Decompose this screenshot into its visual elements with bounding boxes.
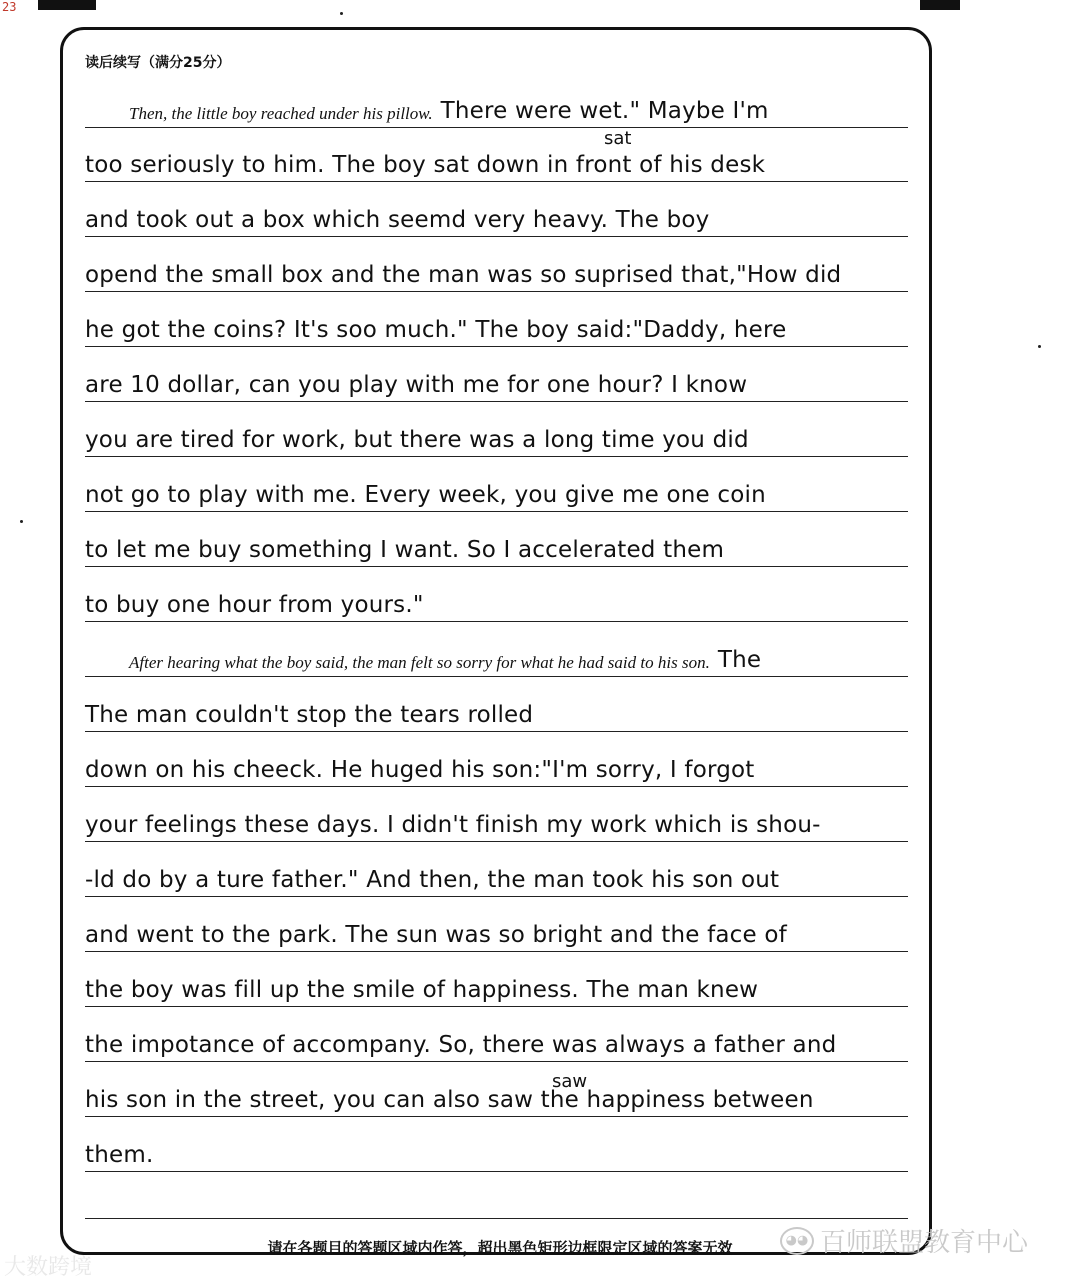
correction-saw: saw <box>552 1071 588 1092</box>
para2-line-2 <box>85 688 908 732</box>
handwritten-text: your feelings these days. I didn't finish my work which is shou- <box>85 812 821 838</box>
handwritten-text: his son in the street, you can also saw the happiness between <box>85 1087 814 1113</box>
handwritten-text: and took out a box which seemd very heavy. The boy <box>85 207 710 233</box>
handwritten-text: to let me buy something I want. So I accelerated them <box>85 537 725 563</box>
scan-speck <box>1038 345 1041 348</box>
handwritten-text: are 10 dollar, can you play with me for one hour? I know <box>85 372 748 398</box>
handwritten-text: them. <box>85 1142 154 1168</box>
para2-line-8 <box>85 1018 908 1062</box>
handwritten-text: the impotance of accompany. So, there was always a father and <box>85 1032 837 1058</box>
handwritten-text: opend the small box and the man was so suprised that,"How did <box>85 262 842 288</box>
para1-prompt: Then, the little boy reached under his pillow. <box>129 104 433 123</box>
para2-line-3 <box>85 743 908 787</box>
para1-line-6 <box>85 358 908 402</box>
handwritten-text: to buy one hour from yours." <box>85 592 424 618</box>
para1-line-4 <box>85 248 908 292</box>
watermark-left: 大数跨境 <box>4 1255 93 1280</box>
para2-prompt: After hearing what the boy said, the man felt so sorry for what he had said to his son. <box>129 653 710 672</box>
scan-speck <box>20 520 23 523</box>
correction-sat: sat <box>604 128 632 149</box>
handwritten-text: There were wet." Maybe I'm <box>440 98 769 124</box>
para1-line-3 <box>85 193 908 237</box>
wechat-logo-icon: ◕◕ <box>780 1227 814 1255</box>
page-number: 23 <box>2 0 17 14</box>
registration-mark-right <box>920 0 960 10</box>
handwritten-text: and went to the park. The sun was so bright and the face of <box>85 922 787 948</box>
para2-line-6 <box>85 908 908 952</box>
scan-speck <box>340 12 343 15</box>
para1-line-8 <box>85 468 908 512</box>
para1-line-7 <box>85 413 908 457</box>
para1-line-2 <box>85 138 908 182</box>
footer-instruction: 请在各题目的答题区域内作答，超出黑色矩形边框限定区域的答案无效 <box>267 1239 733 1257</box>
handwritten-text: not go to play with me. Every week, you give me one coin <box>85 482 766 508</box>
handwritten-text: The <box>717 647 762 673</box>
handwritten-text: he got the coins? It's soo much." The boy said:"Daddy, here <box>85 317 787 343</box>
para2-line-1 <box>85 633 908 677</box>
para2-line-9 <box>85 1073 908 1117</box>
handwritten-text: down on his cheeck. He huged his son:"I'm sorry, I forgot <box>85 757 755 783</box>
handwritten-text: too seriously to him. The boy sat down in front of his desk <box>85 152 766 178</box>
para2-line-4 <box>85 798 908 842</box>
section-title: 读后续写（满分25分） <box>85 55 231 71</box>
watermark-right-text: 百师联盟教育中心 <box>820 1228 1029 1258</box>
watermark-right <box>780 1222 1028 1259</box>
handwritten-text: -ld do by a ture father." And then, the man took his son out <box>85 867 780 893</box>
handwritten-text: the boy was fill up the smile of happiness. The man knew <box>85 977 759 1003</box>
para1-line-9 <box>85 523 908 567</box>
para1-line-1 <box>85 84 908 128</box>
para2-line-7 <box>85 963 908 1007</box>
handwritten-text: The man couldn't stop the tears rolled <box>85 702 534 728</box>
handwritten-text: you are tired for work, but there was a long time you did <box>85 427 749 453</box>
para1-line-5 <box>85 303 908 347</box>
para2-line-5 <box>85 853 908 897</box>
para2-line-11 <box>85 1175 908 1219</box>
para1-line-10 <box>85 578 908 622</box>
para2-line-10 <box>85 1128 908 1172</box>
registration-mark-left <box>38 0 96 10</box>
